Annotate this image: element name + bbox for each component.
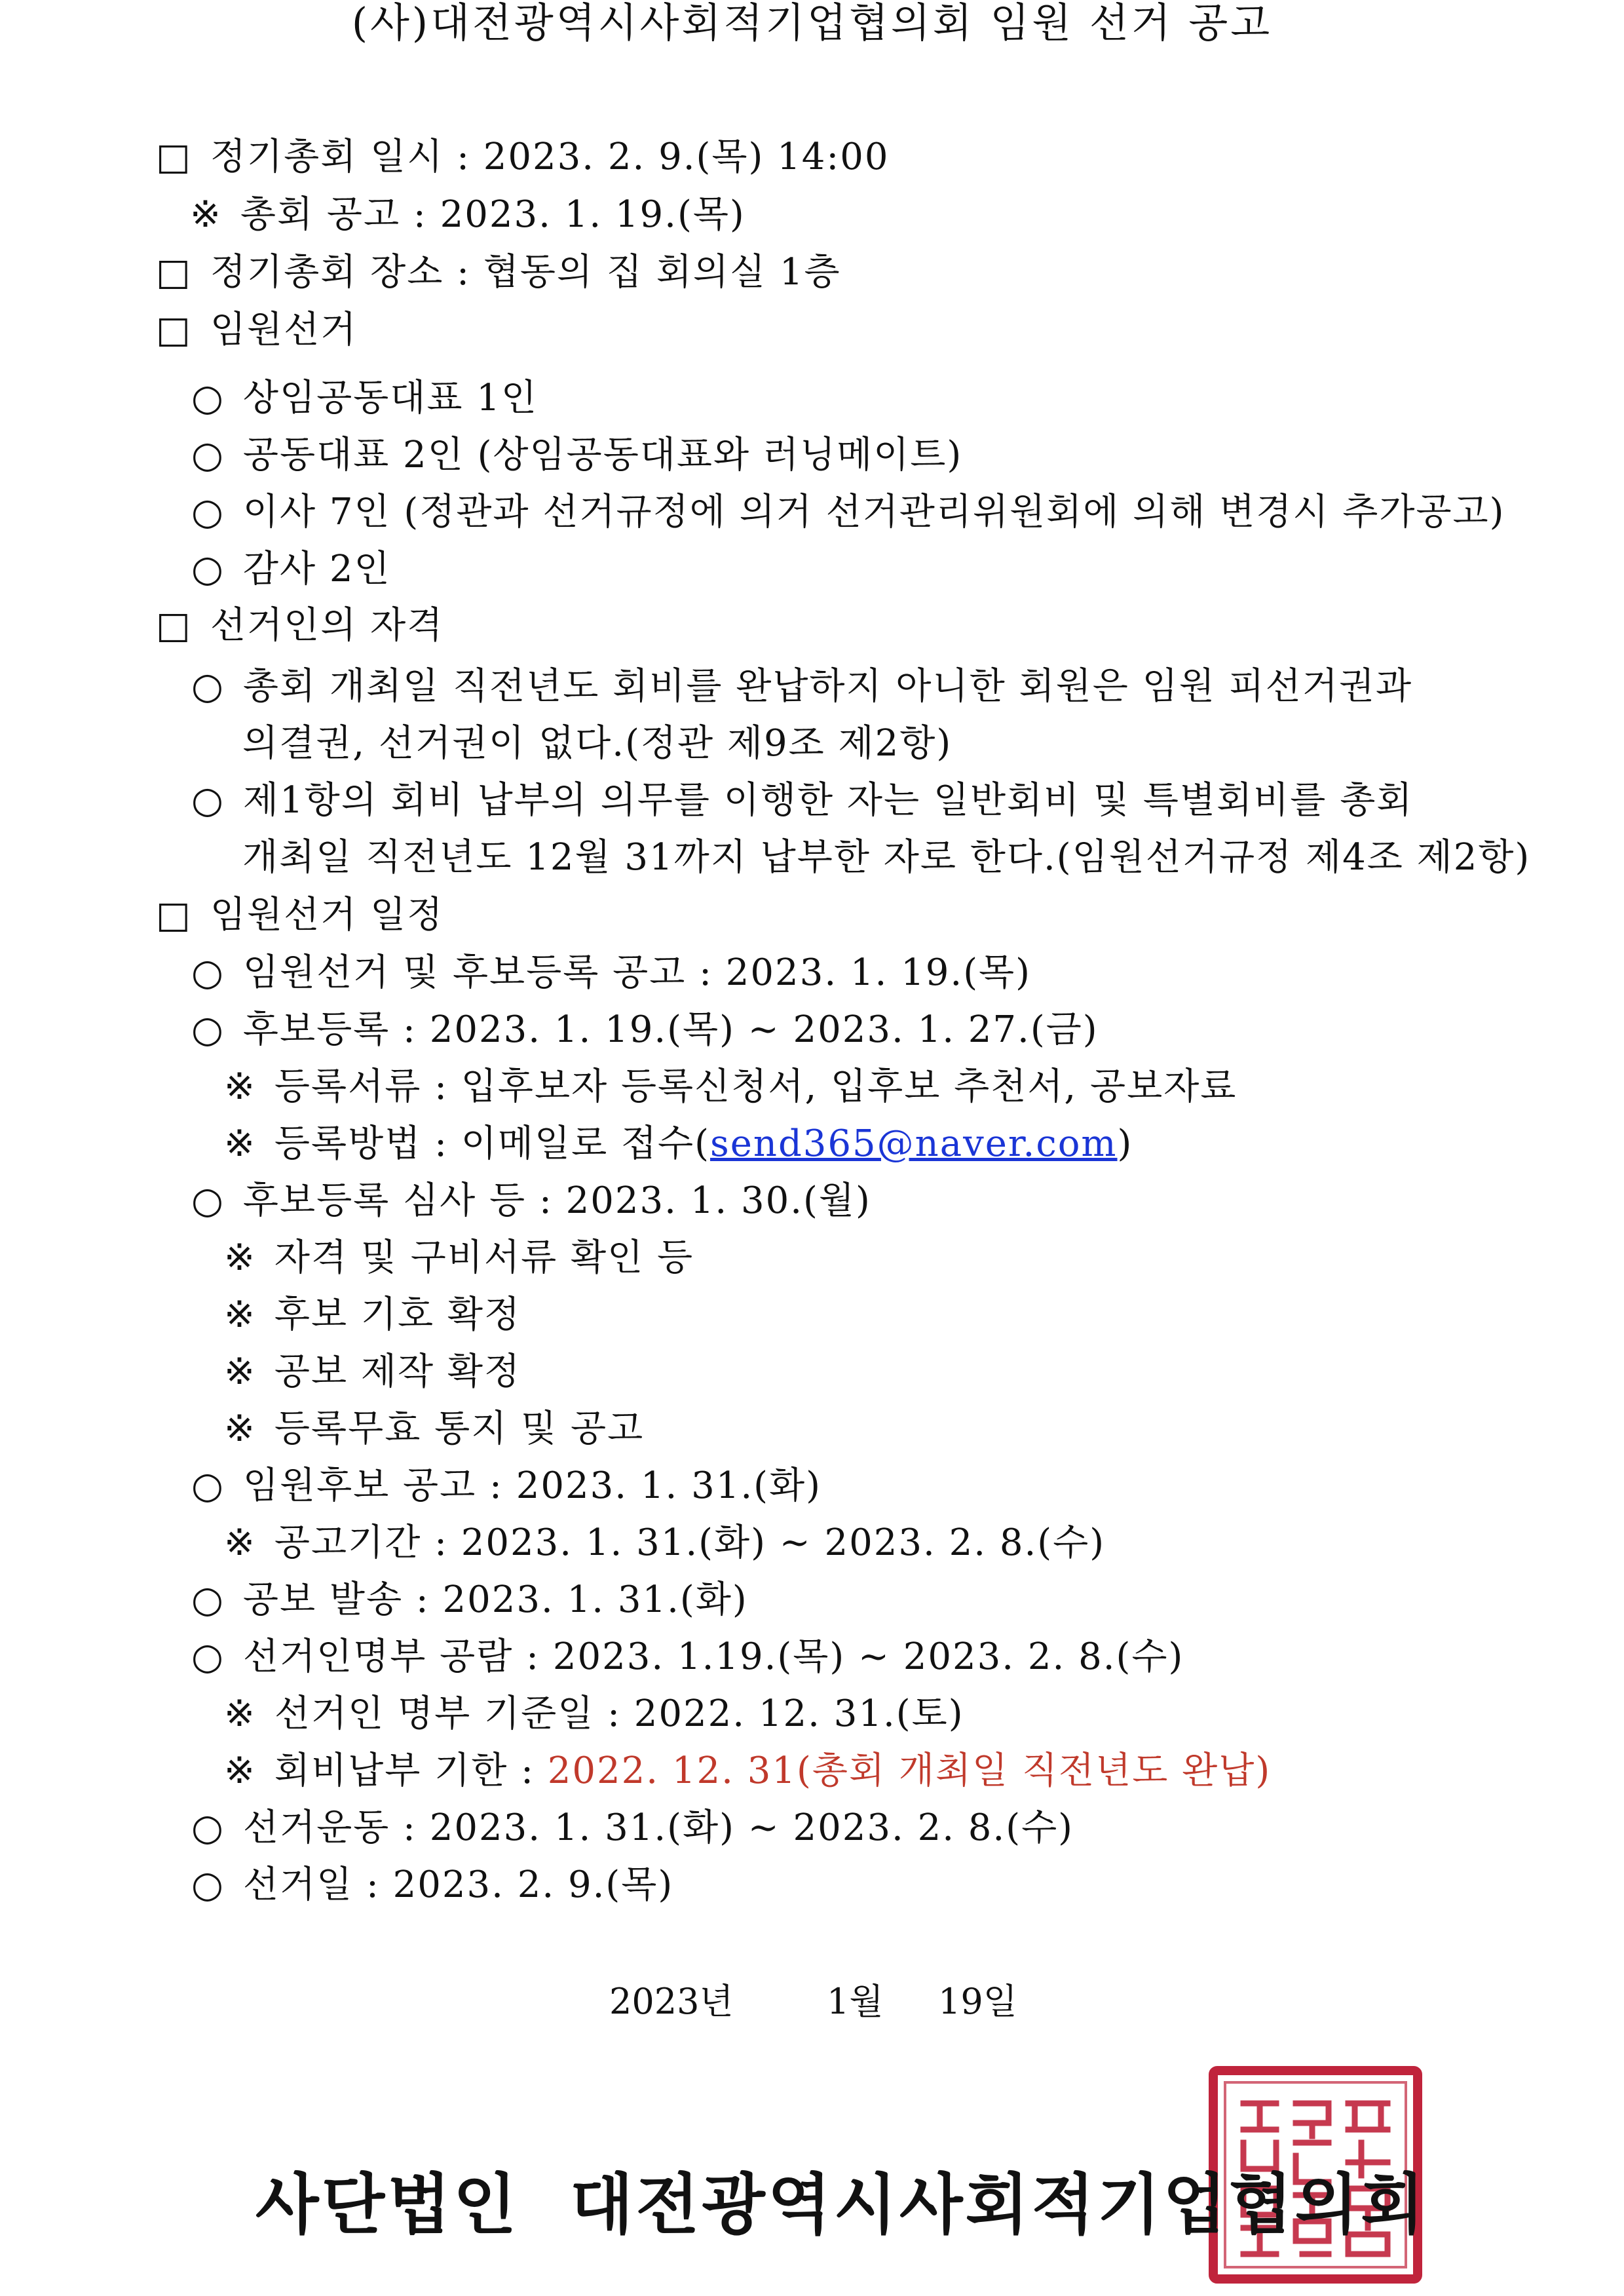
note-item [224, 1748, 1271, 1794]
list-item [191, 489, 1505, 535]
list-item [191, 1577, 748, 1623]
organization-name: 사단법인 대전광역시사회적기업협의회 [255, 2166, 1427, 2243]
list-item [191, 1862, 673, 1908]
reference-mark-icon: ※ [224, 1693, 256, 1735]
note-text: 선거인 명부 기준일 : 2022. 12. 31.(토) [274, 1693, 964, 1735]
circle-bullet-icon: ○ [191, 1807, 225, 1849]
reference-mark-icon: ※ [224, 1236, 256, 1279]
list-item-text: 공보 발송 : 2023. 1. 31.(화) [242, 1578, 748, 1621]
note-text: 등록방법 : 이메일로 접수( [274, 1122, 710, 1165]
list-item [191, 432, 962, 478]
list-item-text: 후보등록 : 2023. 1. 19.(목) ~ 2023. 1. 27.(금) [242, 1008, 1099, 1051]
reference-mark-icon: ※ [224, 1065, 256, 1108]
date-month: 1월 [827, 1981, 884, 2022]
note-item [224, 1064, 1237, 1110]
document-title: (사)대전광역시사회적기업협의회 임원 선거 공고 [351, 0, 1273, 47]
reference-mark-icon: ※ [224, 1750, 256, 1792]
list-item-text: 임원후보 공고 : 2023. 1. 31.(화) [242, 1464, 821, 1507]
circle-bullet-icon: ○ [191, 665, 225, 708]
reference-mark-icon: ※ [224, 1521, 256, 1564]
list-item-text: 감사 2인 [242, 548, 391, 590]
note-item [224, 1292, 521, 1338]
note-text: 등록서류 : 입후보자 등록신청서, 입후보 추천서, 공보자료 [274, 1065, 1237, 1108]
circle-bullet-icon: ○ [191, 1179, 225, 1222]
note-item [224, 1406, 644, 1452]
email-link[interactable]: send365@naver.com [710, 1122, 1118, 1165]
checkbox-square-icon: □ [156, 604, 192, 647]
schedule-heading-line [156, 892, 444, 938]
dues-deadline-highlight: 2022. 12. 31(총회 개최일 직전년도 완납) [547, 1750, 1272, 1792]
meeting-place-line [156, 250, 841, 296]
checkbox-square-icon: □ [156, 136, 192, 178]
reference-mark-icon: ※ [224, 1293, 256, 1336]
circle-bullet-icon: ○ [191, 1578, 225, 1621]
note-text-suffix: ) [1117, 1122, 1133, 1165]
circle-bullet-icon: ○ [191, 1636, 225, 1678]
reference-mark-icon: ※ [224, 1350, 256, 1393]
list-item-text: 선거일 : 2023. 2. 9.(목) [242, 1864, 674, 1906]
circle-bullet-icon: ○ [191, 1864, 225, 1906]
list-item [191, 1007, 1099, 1053]
list-item [191, 546, 391, 592]
list-item [191, 778, 1413, 824]
list-item-text: 선거운동 : 2023. 1. 31.(화) ~ 2023. 2. 8.(수) [242, 1807, 1074, 1849]
circle-bullet-icon: ○ [191, 548, 225, 590]
list-item [191, 1178, 871, 1224]
list-item-text: 후보등록 심사 등 : 2023. 1. 30.(월) [242, 1179, 871, 1222]
checkbox-square-icon: □ [156, 251, 192, 294]
note-text: 공보 제작 확정 [274, 1350, 521, 1393]
circle-bullet-icon: ○ [191, 779, 225, 822]
election-heading-line [156, 307, 357, 353]
meeting-datetime-text: 정기총회 일시 : 2023. 2. 9.(목) 14:00 [210, 136, 890, 178]
list-item-text: 선거인명부 공람 : 2023. 1.19.(목) ~ 2023. 2. 8.(수) [242, 1636, 1184, 1678]
list-item [191, 664, 1412, 710]
reference-mark-icon: ※ [224, 1122, 256, 1165]
list-item [191, 950, 1031, 996]
list-item-text: 총회 개최일 직전년도 회비를 완납하지 아니한 회원은 임원 피선거권과 [242, 665, 1413, 708]
circle-bullet-icon: ○ [191, 1008, 225, 1051]
list-item [191, 1805, 1074, 1851]
list-item [191, 1634, 1184, 1680]
meeting-notice-text: 총회 공고 : 2023. 1. 19.(목) [240, 193, 746, 236]
qualification-heading-line [156, 603, 444, 649]
note-item [224, 1235, 694, 1281]
circle-bullet-icon: ○ [191, 491, 225, 533]
circle-bullet-icon: ○ [191, 1464, 225, 1507]
note-text: 회비납부 기한 : [274, 1750, 548, 1792]
note-item [224, 1121, 1133, 1167]
note-text: 자격 및 구비서류 확인 등 [274, 1236, 694, 1279]
list-item-text: 상임공동대표 1인 [242, 377, 538, 419]
list-item [191, 1463, 821, 1509]
reference-mark-icon: ※ [224, 1407, 256, 1450]
date-day: 19일 [938, 1981, 1017, 2022]
note-text: 등록무효 통지 및 공고 [274, 1407, 645, 1450]
note-item [224, 1520, 1105, 1566]
circle-bullet-icon: ○ [191, 951, 225, 994]
reference-mark-icon: ※ [190, 193, 222, 236]
checkbox-square-icon: □ [156, 309, 192, 351]
meeting-datetime-line [156, 134, 890, 180]
note-text: 공고기간 : 2023. 1. 31.(화) ~ 2023. 2. 8.(수) [274, 1521, 1106, 1564]
circle-bullet-icon: ○ [191, 434, 225, 476]
list-item [191, 375, 538, 421]
checkbox-square-icon: □ [156, 894, 192, 936]
list-item-text: 이사 7인 (정관과 선거규정에 의거 선거관리위원회에 의해 변경시 추가공고) [242, 491, 1505, 533]
qualification-heading: 선거인의 자격 [210, 604, 444, 647]
list-item-continuation: 개최일 직전년도 12월 31까지 납부한 자로 한다.(임원선거규정 제4조 제2항) [242, 836, 1531, 879]
circle-bullet-icon: ○ [191, 377, 225, 419]
list-item-text: 임원선거 및 후보등록 공고 : 2023. 1. 19.(목) [242, 951, 1031, 994]
election-heading: 임원선거 [210, 309, 358, 351]
meeting-place-text: 정기총회 장소 : 협동의 집 회의실 1층 [210, 251, 841, 294]
list-item-text: 공동대표 2인 (상임공동대표와 러닝메이트) [242, 434, 963, 476]
list-item-text: 제1항의 회비 납부의 의무를 이행한 자는 일반회비 및 특별회비를 총회 [242, 779, 1414, 822]
date-year: 2023년 [609, 1981, 734, 2022]
meeting-notice-line [190, 192, 746, 238]
schedule-heading: 임원선거 일정 [210, 894, 444, 936]
note-item [224, 1349, 521, 1395]
note-text: 후보 기호 확정 [274, 1293, 521, 1336]
list-item-continuation: 의결권, 선거권이 없다.(정관 제9조 제2항) [242, 722, 953, 765]
note-item [224, 1691, 964, 1737]
